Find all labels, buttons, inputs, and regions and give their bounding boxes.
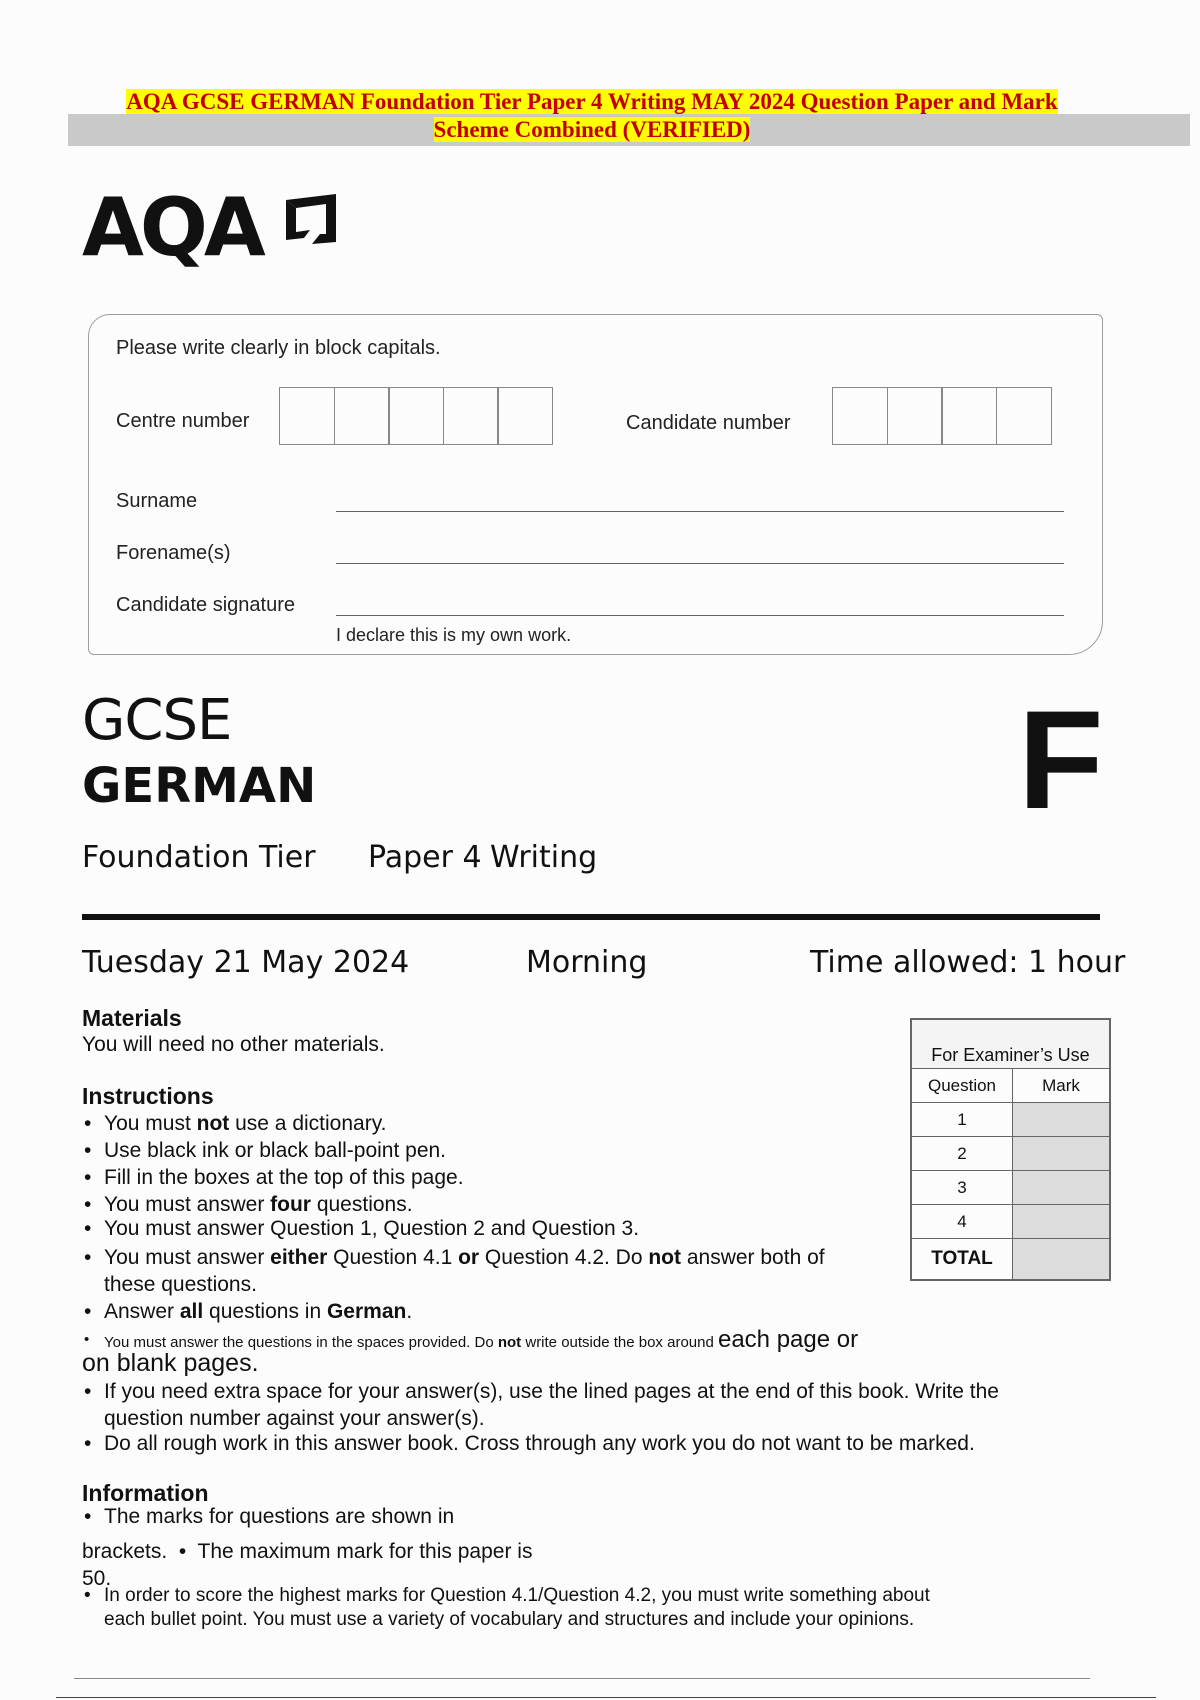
mark-cell[interactable] (1013, 1205, 1110, 1239)
materials-heading: Materials (82, 1005, 182, 1031)
total-mark-cell[interactable] (1013, 1239, 1110, 1280)
list-item: • You must answer either Question 4.1 or Question 4.2. Do not answer both of these questions. (82, 1244, 902, 1298)
declaration-text: I declare this is my own work. (336, 625, 572, 645)
time-allowed: Time allowed: 1 hour (810, 945, 1126, 980)
signature-label: Candidate signature (116, 594, 296, 616)
surname-label: Surname (116, 490, 198, 512)
subject-title: GERMAN (82, 758, 317, 814)
title-divider (82, 914, 1100, 920)
logo-mark-icon (282, 192, 342, 252)
information-list-continued (82, 1584, 1082, 1632)
banner-line-1: AQA GCSE GERMAN Foundation Tier Paper 4 Writing MAY 2024 Question Paper and Mark (126, 89, 1058, 114)
exam-session: Morning (526, 945, 648, 980)
list-item: • Use black ink or black ball-point pen. (82, 1137, 902, 1164)
examiner-use-table (910, 1018, 1111, 1281)
question-number: 4 (912, 1205, 1013, 1239)
tier-name: Foundation Tier (82, 840, 316, 875)
total-row (912, 1239, 1110, 1280)
candidate-digit-box[interactable] (887, 387, 943, 445)
information-list (82, 1503, 682, 1530)
question-number: 3 (912, 1171, 1013, 1205)
candidate-digit-box[interactable] (832, 387, 888, 445)
mark-cell[interactable] (1013, 1137, 1110, 1171)
instruction-continued: on blank pages. (82, 1349, 259, 1377)
logo-text: AQA (82, 181, 262, 274)
forename-label: Forename(s) (116, 542, 231, 564)
list-item: • In order to score the highest marks for Question 4.1/Question 4.2, you must write something about each bullet point. You must use a variety of vocabulary and structures and include your opinions. (82, 1584, 1082, 1632)
centre-digit-box[interactable] (334, 387, 390, 445)
aqa-logo (82, 181, 262, 274)
mark-cell[interactable] (1013, 1171, 1110, 1205)
footer-divider (74, 1678, 1090, 1679)
table-row (912, 1171, 1110, 1205)
list-item: • Answer all questions in German. (82, 1298, 902, 1325)
page-bottom-divider (56, 1697, 1156, 1698)
surname-field[interactable] (336, 511, 1064, 512)
table-row (912, 1137, 1110, 1171)
exam-date: Tuesday 21 May 2024 (82, 945, 410, 980)
forename-field[interactable] (336, 563, 1064, 564)
list-item: • You must answer the questions in the spaces provided. Do not write outside the box around each page or (82, 1329, 902, 1354)
question-number: 2 (912, 1137, 1013, 1171)
document-banner (68, 88, 1116, 144)
centre-digit-box[interactable] (497, 387, 553, 445)
information-heading: Information (82, 1480, 209, 1506)
paper-component: Writing (490, 840, 598, 875)
candidate-number-boxes[interactable] (832, 387, 1050, 445)
centre-number-boxes[interactable] (279, 387, 552, 445)
mark-cell[interactable] (1013, 1103, 1110, 1137)
qualification-title: GCSE (82, 688, 232, 753)
table-row (912, 1103, 1110, 1137)
question-column-header: Question (912, 1069, 1013, 1103)
centre-digit-box[interactable] (388, 387, 444, 445)
total-label: TOTAL (912, 1239, 1013, 1280)
instructions-heading: Instructions (82, 1083, 214, 1109)
list-item: • You must not use a dictionary. (82, 1110, 902, 1137)
block-capitals-instruction: Please write clearly in block capitals. (116, 337, 441, 359)
list-item: • The marks for questions are shown in (82, 1503, 682, 1530)
instructions-list-continued (82, 1378, 1082, 1457)
tier-letter: F (1018, 681, 1104, 838)
signature-field[interactable] (336, 615, 1064, 616)
list-item: • You must answer four questions. (82, 1191, 902, 1218)
mark-column-header: Mark (1013, 1069, 1110, 1103)
banner-line-2: Scheme Combined (VERIFIED) (433, 117, 751, 142)
candidate-digit-box[interactable] (941, 387, 997, 445)
paper-number: Paper 4 (368, 840, 482, 875)
centre-number-label: Centre number (116, 410, 250, 432)
examiner-table-title: For Examiner’s Use (912, 1020, 1110, 1069)
list-item: • Do all rough work in this answer book. Cross through any work you do not want to be marked. (82, 1430, 1082, 1457)
list-item: • You must answer Question 1, Question 2 and Question 3. (82, 1215, 902, 1242)
information-text: brackets. • The maximum mark for this paper is 50. (82, 1540, 533, 1590)
table-row (912, 1205, 1110, 1239)
candidate-number-label: Candidate number (626, 412, 791, 434)
candidate-digit-box[interactable] (996, 387, 1052, 445)
centre-digit-box[interactable] (443, 387, 499, 445)
instructions-list (82, 1110, 902, 1354)
list-item: • Fill in the boxes at the top of this page. (82, 1164, 902, 1191)
materials-text: You will need no other materials. (82, 1033, 385, 1056)
list-item: • If you need extra space for your answer(s), use the lined pages at the end of this book. Write the question number against your answer(s). (82, 1378, 1082, 1432)
centre-digit-box[interactable] (279, 387, 335, 445)
question-number: 1 (912, 1103, 1013, 1137)
